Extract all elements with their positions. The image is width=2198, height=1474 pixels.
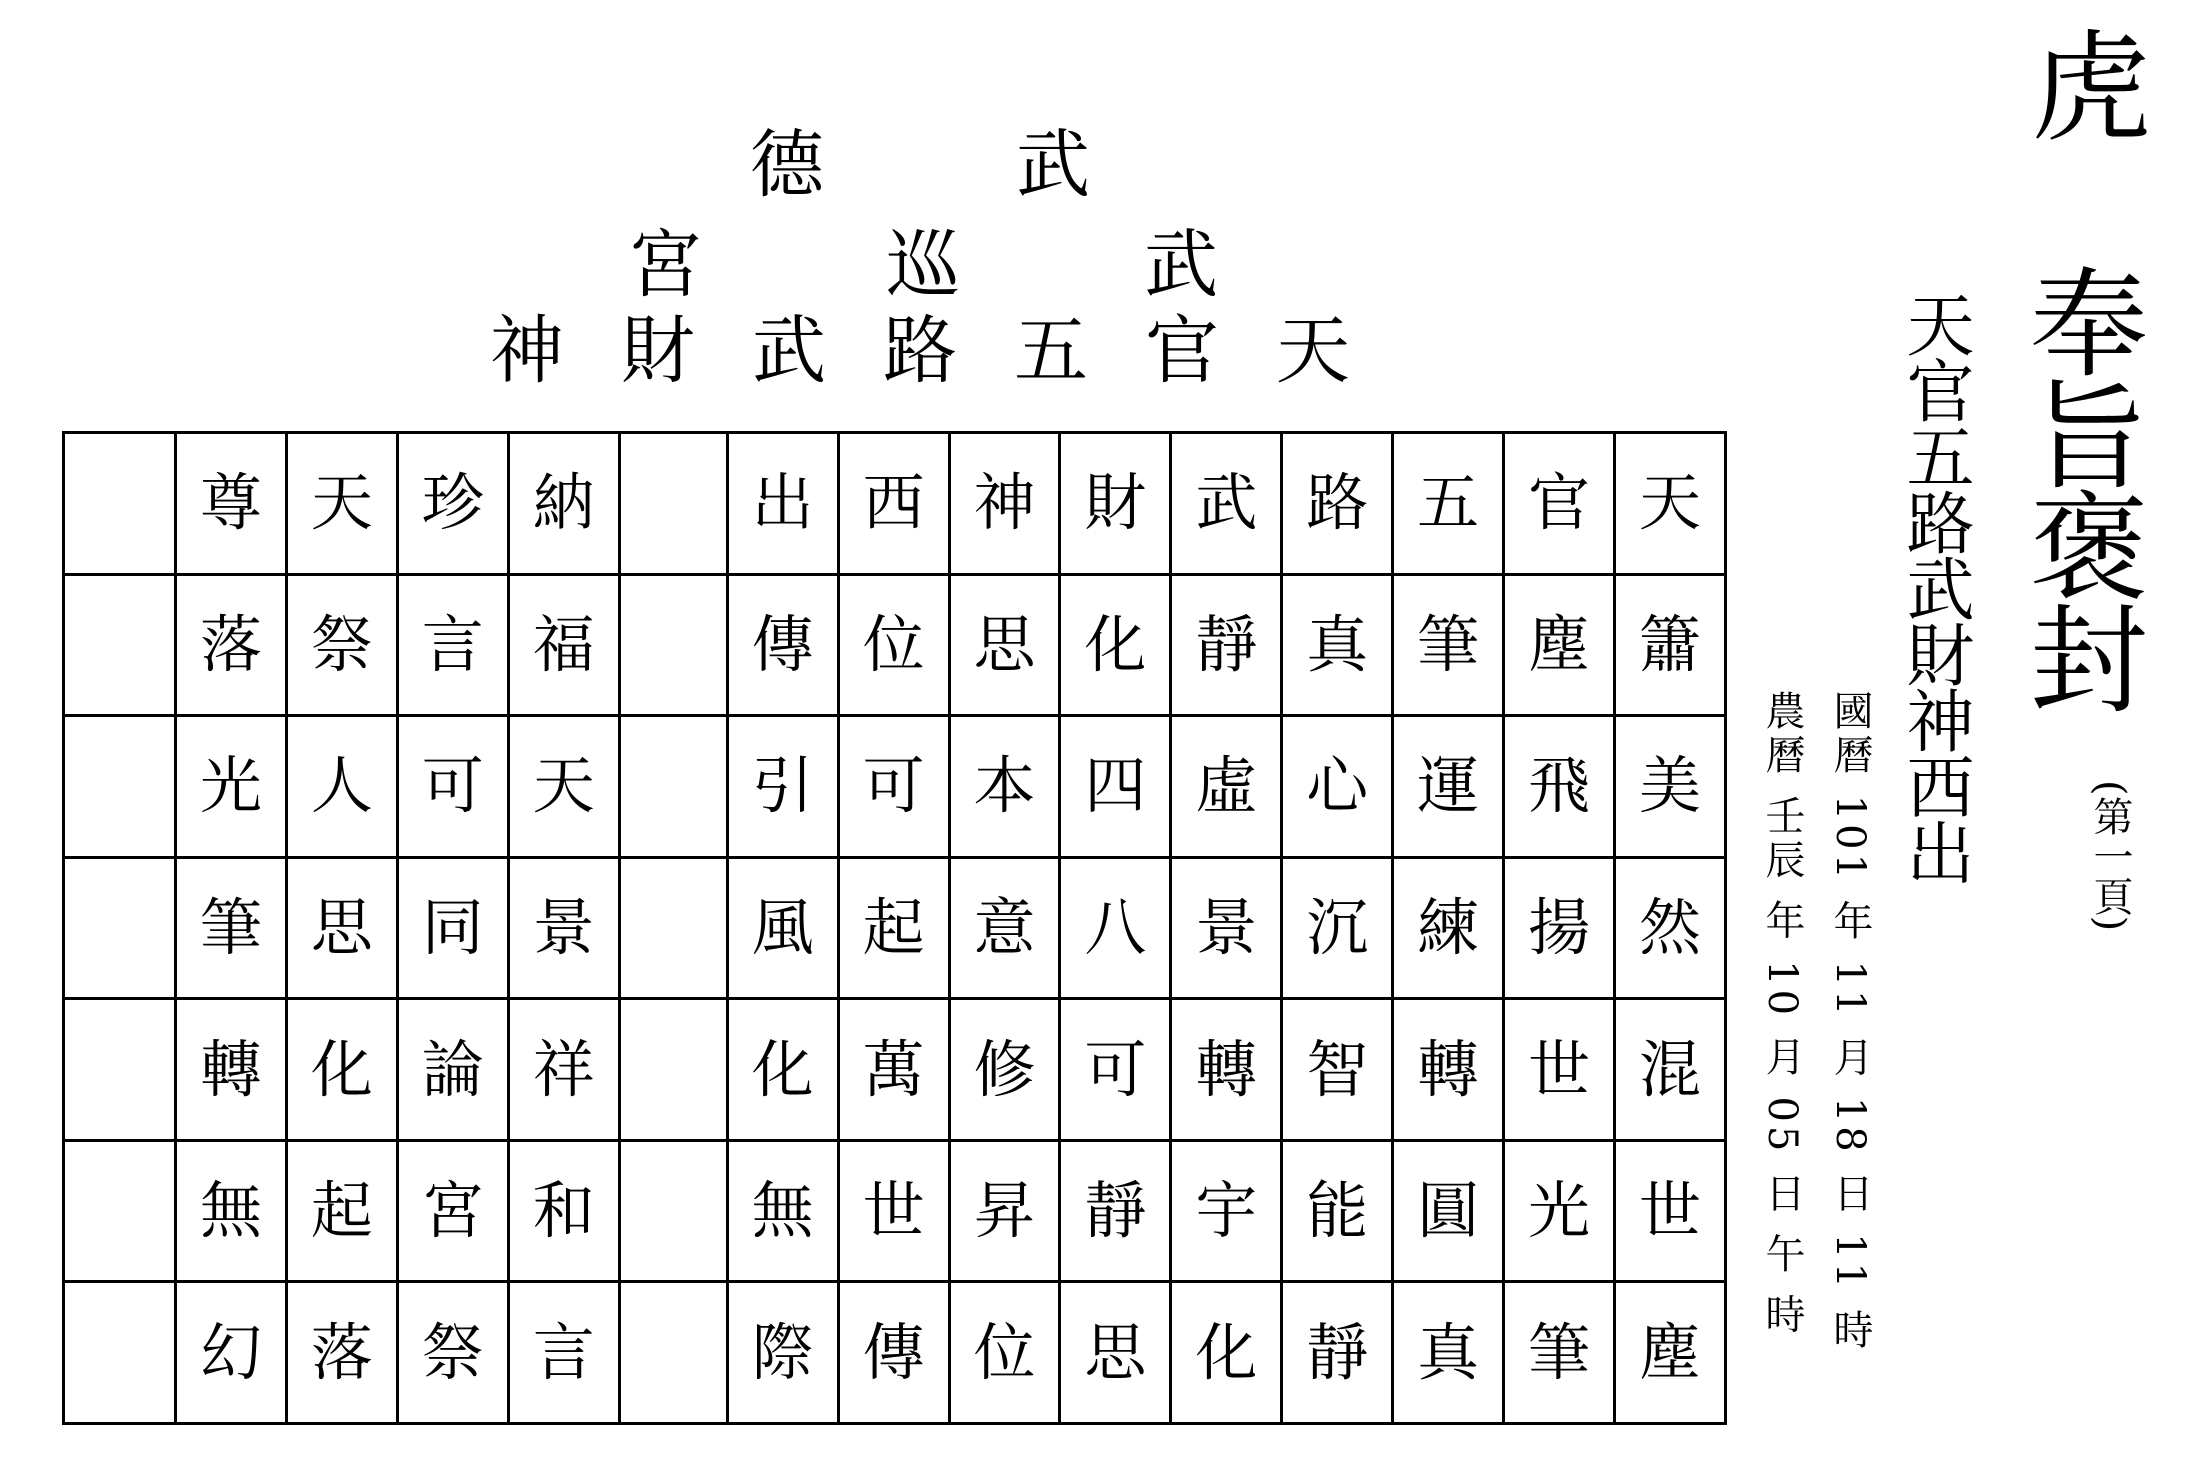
grid-cell: 昇 bbox=[949, 1140, 1060, 1282]
grid-cell: 美 bbox=[1615, 716, 1726, 858]
grid-cell: 西 bbox=[838, 433, 949, 575]
grid-cell: 意 bbox=[949, 857, 1060, 999]
grid-cell: 化 bbox=[1060, 574, 1171, 716]
grid-cell-empty bbox=[619, 1282, 727, 1424]
grid-cell: 位 bbox=[949, 1282, 1060, 1424]
grid-cell: 引 bbox=[727, 716, 838, 858]
grid-cell-empty bbox=[619, 857, 727, 999]
page-label: (第一頁) bbox=[2087, 780, 2133, 932]
grid-cell-empty bbox=[64, 1282, 176, 1424]
grid-cell: 際 bbox=[727, 1282, 838, 1424]
grid-row bbox=[64, 716, 1726, 858]
grid-cell: 虛 bbox=[1171, 716, 1282, 858]
grid-cell: 祥 bbox=[508, 999, 619, 1141]
grid-cell: 宮 bbox=[397, 1140, 508, 1282]
grid-cell: 幻 bbox=[176, 1282, 287, 1424]
grid-cell: 思 bbox=[286, 857, 397, 999]
grid-cell-empty bbox=[619, 716, 727, 858]
grid-cell-empty bbox=[64, 857, 176, 999]
grid-cell: 論 bbox=[397, 999, 508, 1141]
grid-cell: 可 bbox=[838, 716, 949, 858]
tiger-character: 虎 bbox=[2011, 24, 2150, 144]
grid-cell-empty bbox=[619, 574, 727, 716]
grid-cell: 簫 bbox=[1615, 574, 1726, 716]
header-char: 五 bbox=[1014, 308, 1088, 394]
grid-cell: 福 bbox=[508, 574, 619, 716]
decree-title: 奉旨褒封 bbox=[2010, 262, 2148, 710]
header-line-2 bbox=[628, 222, 1218, 308]
grid-cell: 落 bbox=[286, 1282, 397, 1424]
grid-cell: 神 bbox=[949, 433, 1060, 575]
grid-cell: 轉 bbox=[1171, 999, 1282, 1141]
grid-cell: 人 bbox=[286, 716, 397, 858]
header-char: 天 bbox=[1276, 308, 1350, 394]
grid-cell: 和 bbox=[508, 1140, 619, 1282]
grid-row bbox=[64, 999, 1726, 1141]
lunar-date: 農曆 壬辰 年 10 月 05 日 午 時 bbox=[1759, 690, 1805, 1338]
grid-cell: 天 bbox=[286, 433, 397, 575]
header-line-3 bbox=[490, 308, 1350, 394]
grid-cell: 智 bbox=[1282, 999, 1393, 1141]
grid-cell: 靜 bbox=[1060, 1140, 1171, 1282]
grid-cell: 修 bbox=[949, 999, 1060, 1141]
grid-cell-empty bbox=[619, 999, 727, 1141]
grid-cell: 轉 bbox=[1393, 999, 1504, 1141]
grid-cell: 世 bbox=[1615, 1140, 1726, 1282]
grid-cell: 真 bbox=[1282, 574, 1393, 716]
grid-cell: 尊 bbox=[176, 433, 287, 575]
header-line-1 bbox=[750, 122, 1090, 208]
grid-row bbox=[64, 1140, 1726, 1282]
grid-cell: 景 bbox=[1171, 857, 1282, 999]
grid-cell: 世 bbox=[1504, 999, 1615, 1141]
grid-cell: 沉 bbox=[1282, 857, 1393, 999]
grid-cell: 路 bbox=[1282, 433, 1393, 575]
grid-row bbox=[64, 1282, 1726, 1424]
grid-cell: 混 bbox=[1615, 999, 1726, 1141]
grid-cell: 傳 bbox=[727, 574, 838, 716]
grid-row bbox=[64, 857, 1726, 999]
grid-cell: 無 bbox=[727, 1140, 838, 1282]
grid-cell: 思 bbox=[1060, 1282, 1171, 1424]
header-char: 路 bbox=[883, 308, 957, 394]
grid-cell: 祭 bbox=[397, 1282, 508, 1424]
grid-cell: 光 bbox=[176, 716, 287, 858]
grid-cell: 四 bbox=[1060, 716, 1171, 858]
grid-cell: 運 bbox=[1393, 716, 1504, 858]
header-char: 德 bbox=[750, 122, 824, 208]
grid-cell: 思 bbox=[949, 574, 1060, 716]
grid-cell: 能 bbox=[1282, 1140, 1393, 1282]
header-char: 宮 bbox=[628, 222, 702, 308]
grid-cell: 真 bbox=[1393, 1282, 1504, 1424]
grid-cell: 世 bbox=[838, 1140, 949, 1282]
grid-cell: 財 bbox=[1060, 433, 1171, 575]
grid-cell: 圓 bbox=[1393, 1140, 1504, 1282]
grid-cell-empty bbox=[64, 999, 176, 1141]
grid-cell: 天 bbox=[508, 716, 619, 858]
grid-cell: 宇 bbox=[1171, 1140, 1282, 1282]
grid-cell: 天 bbox=[1615, 433, 1726, 575]
grid-cell: 化 bbox=[1171, 1282, 1282, 1424]
grid-cell: 本 bbox=[949, 716, 1060, 858]
grid-cell: 言 bbox=[397, 574, 508, 716]
grid-cell: 可 bbox=[397, 716, 508, 858]
grid-cell: 筆 bbox=[1504, 1282, 1615, 1424]
grid-cell: 武 bbox=[1171, 433, 1282, 575]
grid-cell: 五 bbox=[1393, 433, 1504, 575]
grid-cell: 官 bbox=[1504, 433, 1615, 575]
grid-cell: 可 bbox=[1060, 999, 1171, 1141]
grid-cell-empty bbox=[619, 433, 727, 575]
grid-cell: 位 bbox=[838, 574, 949, 716]
grid-cell: 同 bbox=[397, 857, 508, 999]
grid-cell: 傳 bbox=[838, 1282, 949, 1424]
grid-cell: 出 bbox=[727, 433, 838, 575]
grid-cell: 無 bbox=[176, 1140, 287, 1282]
grid-cell: 塵 bbox=[1504, 574, 1615, 716]
grid-cell: 筆 bbox=[1393, 574, 1504, 716]
header-char: 巡 bbox=[886, 222, 960, 308]
header-char: 官 bbox=[1145, 308, 1219, 394]
grid-cell-empty bbox=[64, 716, 176, 858]
grid-cell: 練 bbox=[1393, 857, 1504, 999]
grid-cell: 光 bbox=[1504, 1140, 1615, 1282]
grid-cell: 八 bbox=[1060, 857, 1171, 999]
grid-cell: 靜 bbox=[1171, 574, 1282, 716]
grid-cell: 落 bbox=[176, 574, 287, 716]
grid-cell: 揚 bbox=[1504, 857, 1615, 999]
poem-grid bbox=[62, 431, 1727, 1425]
header-char: 神 bbox=[490, 308, 564, 394]
grid-cell: 化 bbox=[286, 999, 397, 1141]
grid-cell: 祭 bbox=[286, 574, 397, 716]
header-char: 武 bbox=[752, 308, 826, 394]
grid-cell-empty bbox=[64, 574, 176, 716]
header-char: 財 bbox=[621, 308, 695, 394]
grid-cell: 景 bbox=[508, 857, 619, 999]
grid-cell: 心 bbox=[1282, 716, 1393, 858]
grid-row bbox=[64, 574, 1726, 716]
grid-cell: 萬 bbox=[838, 999, 949, 1141]
grid-cell: 納 bbox=[508, 433, 619, 575]
deity-title: 天官五路武財神西出 bbox=[1895, 290, 1974, 884]
grid-cell-empty bbox=[64, 1140, 176, 1282]
grid-cell-empty bbox=[619, 1140, 727, 1282]
grid-cell: 化 bbox=[727, 999, 838, 1141]
grid-cell: 靜 bbox=[1282, 1282, 1393, 1424]
grid-cell: 珍 bbox=[397, 433, 508, 575]
grid-cell: 然 bbox=[1615, 857, 1726, 999]
header-char: 武 bbox=[1144, 222, 1218, 308]
grid-cell: 言 bbox=[508, 1282, 619, 1424]
grid-cell: 風 bbox=[727, 857, 838, 999]
header-char: 武 bbox=[1016, 122, 1090, 208]
grid-cell-empty bbox=[64, 433, 176, 575]
grid-cell: 轉 bbox=[176, 999, 287, 1141]
grid-cell: 塵 bbox=[1615, 1282, 1726, 1424]
grid-cell: 起 bbox=[286, 1140, 397, 1282]
solar-date: 國曆 101 年 11 月 18 日 11 時 bbox=[1827, 690, 1873, 1353]
grid-row bbox=[64, 433, 1726, 575]
grid-cell: 飛 bbox=[1504, 716, 1615, 858]
grid-cell: 筆 bbox=[176, 857, 287, 999]
grid-cell: 起 bbox=[838, 857, 949, 999]
